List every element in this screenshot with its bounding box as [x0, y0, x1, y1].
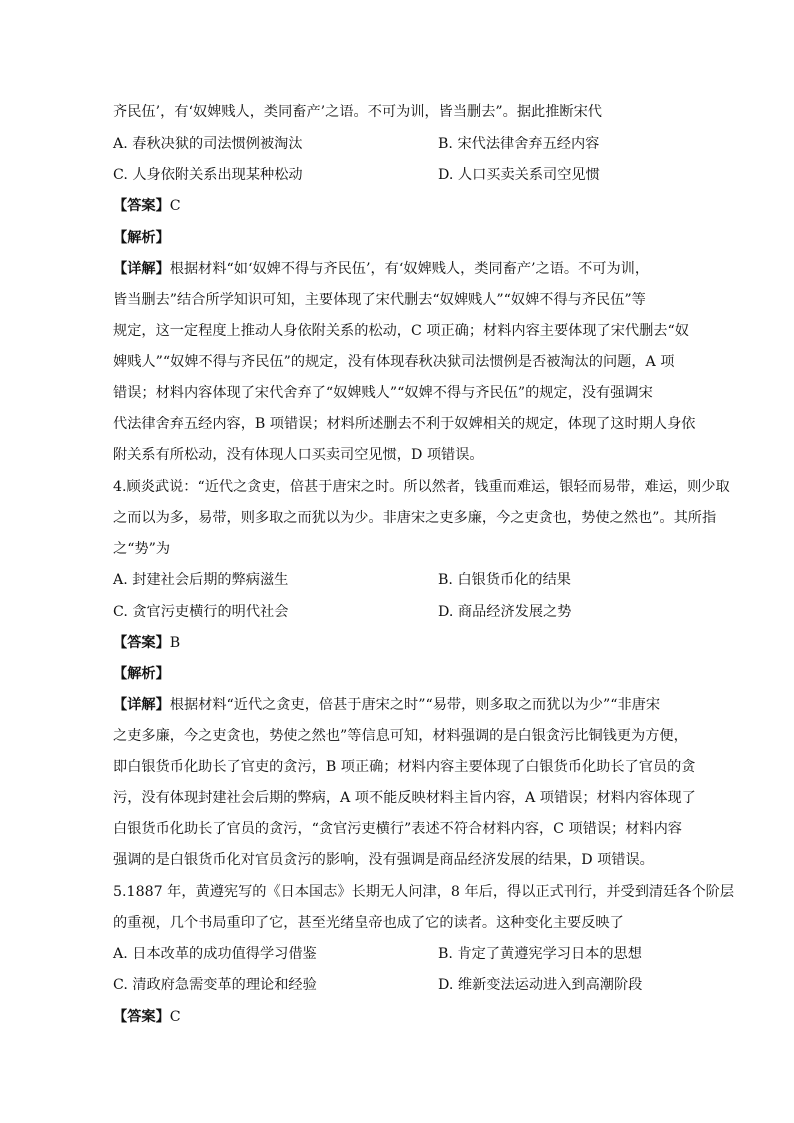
- q4-option-a: A. 封建社会后期的弊病滋生: [113, 572, 289, 588]
- q5-answer: [113, 1007, 181, 1027]
- q4-detail-line-5: 白银货币化助长了官员的贪污，“贪官污吏横行”表述不符合材料内容，C 项错误；材料内容: [113, 821, 682, 837]
- q4-answer: [113, 633, 180, 653]
- answer-label: 【答案】: [113, 635, 170, 651]
- q3-detail-line-7: 附关系有所松动，没有体现人口买卖司空见惯，D 项错误。: [113, 447, 484, 463]
- q5-option-b: B. 肯定了黄遵宪学习日本的思想: [438, 946, 642, 962]
- q3-option-a: A. 春秋决狱的司法惯例被淘汰: [113, 136, 303, 152]
- q5-stem-line-2: 的重视，几个书局重印了它，甚至光绪皇帝也成了它的读者。这种变化主要反映了: [113, 915, 624, 931]
- answer-value: C: [169, 1009, 181, 1025]
- q3-option-d: D. 人口买卖关系司空见惯: [438, 167, 600, 183]
- q3-detail-line-2: 皆当删去”结合所学知识可知，主要体现了宋代删去“奴婢贱人”“奴婢不得与齐民伍”等: [113, 292, 646, 308]
- q3-detail-line-5: 错误；材料内容体现了宋代舍弃了“奴婢贱人”“奴婢不得与齐民伍”的规定，没有强调宋: [113, 385, 653, 401]
- q4-detail-line-4: 污，没有体现封建社会后期的弊病，A 项不能反映材料主旨内容，A 项错误；材料内容体现了: [113, 790, 696, 806]
- q3-option-c: C. 人身依附关系出现某种松动: [113, 167, 303, 183]
- q4-option-d: D. 商品经济发展之势: [438, 604, 572, 620]
- q4-stem-line-1: 4.顾炎武说：“近代之贪吏，倍甚于唐宋之时。所以然者，钱重而难运，银轻而易带，难运，则少取: [113, 479, 730, 495]
- answer-label: 【答案】: [113, 198, 170, 214]
- q3-detail-line-1: 【详解】根据材料“如‘奴婢不得与齐民伍’，有‘奴婢贱人，类同畜产’之语。不可为训，: [113, 261, 650, 277]
- q5-option-d: D. 维新变法运动进入到高潮阶段: [438, 977, 643, 993]
- q3-answer: [113, 196, 181, 216]
- q3-detail-line-6: 代法律舍弃五经内容，B 项错误；材料所述删去不利于奴婢相关的规定，体现了这时期人身依: [113, 416, 696, 432]
- q4-stem-line-3: 之“势”为: [113, 541, 171, 557]
- q3-detail-line-3: 规定，这一定程度上推动人身依附关系的松动，C 项正确；材料内容主要体现了宋代删去“奴: [113, 323, 689, 339]
- detail-label: 【详解】: [113, 697, 170, 713]
- q4-analysis-label: 【解析】: [113, 666, 170, 682]
- q4-detail-line-1: 【详解】根据材料“近代之贪吏，倍甚于唐宋之时”“易带，则多取之而犹以为少”“非唐宋: [113, 697, 661, 713]
- q4-detail-line-2: 之吏多廉，今之吏贪也，势使之然也”等信息可知，材料强调的是白银贪污比铜钱更为方便，: [113, 728, 688, 744]
- q3-analysis-label: 【解析】: [113, 230, 170, 246]
- detail-label: 【详解】: [113, 261, 170, 277]
- q5-option-a: A. 日本改革的成功值得学习借鉴: [113, 946, 317, 962]
- q3-detail-line-4: 婢贱人”“奴婢不得与齐民伍”的规定，没有体现春秋决狱司法惯例是否被淘汰的问题，A 项: [113, 354, 675, 370]
- q4-option-c: C. 贪官污吏横行的明代社会: [113, 604, 289, 620]
- q4-stem-line-2: 之而以为多，易带，则多取之而犹以为少。非唐宋之吏多廉，今之吏贪也，势使之然也”。其所指: [113, 510, 717, 526]
- q4-option-b: B. 白银货币化的结果: [438, 572, 571, 588]
- q3-option-b: B. 宋代法律舍弃五经内容: [438, 136, 600, 152]
- q4-detail-line-6: 强调的是白银货币化对官员贪污的影响，没有强调是商品经济发展的结果，D 项错误。: [113, 852, 654, 868]
- answer-label: 【答案】: [113, 1009, 170, 1025]
- answer-value: B: [169, 635, 181, 651]
- q4-detail-line-3: 即白银货币化助长了官吏的贪污，B 项正确；材料内容主要体现了白银货币化助长了官员的贪: [113, 759, 696, 775]
- answer-value: C: [169, 198, 181, 214]
- q5-option-c: C. 清政府急需变革的理论和经验: [113, 977, 317, 993]
- q5-stem-line-1: 5.1887 年，黄遵宪写的《日本国志》长期无人问津，8 年后，得以正式刊行，并受到清廷各个阶层: [113, 884, 735, 900]
- q3-stem-tail: 齐民伍’，有‘奴婢贱人，类同畜产’之语。不可为训，皆当删去”。据此推断宋代: [113, 104, 602, 120]
